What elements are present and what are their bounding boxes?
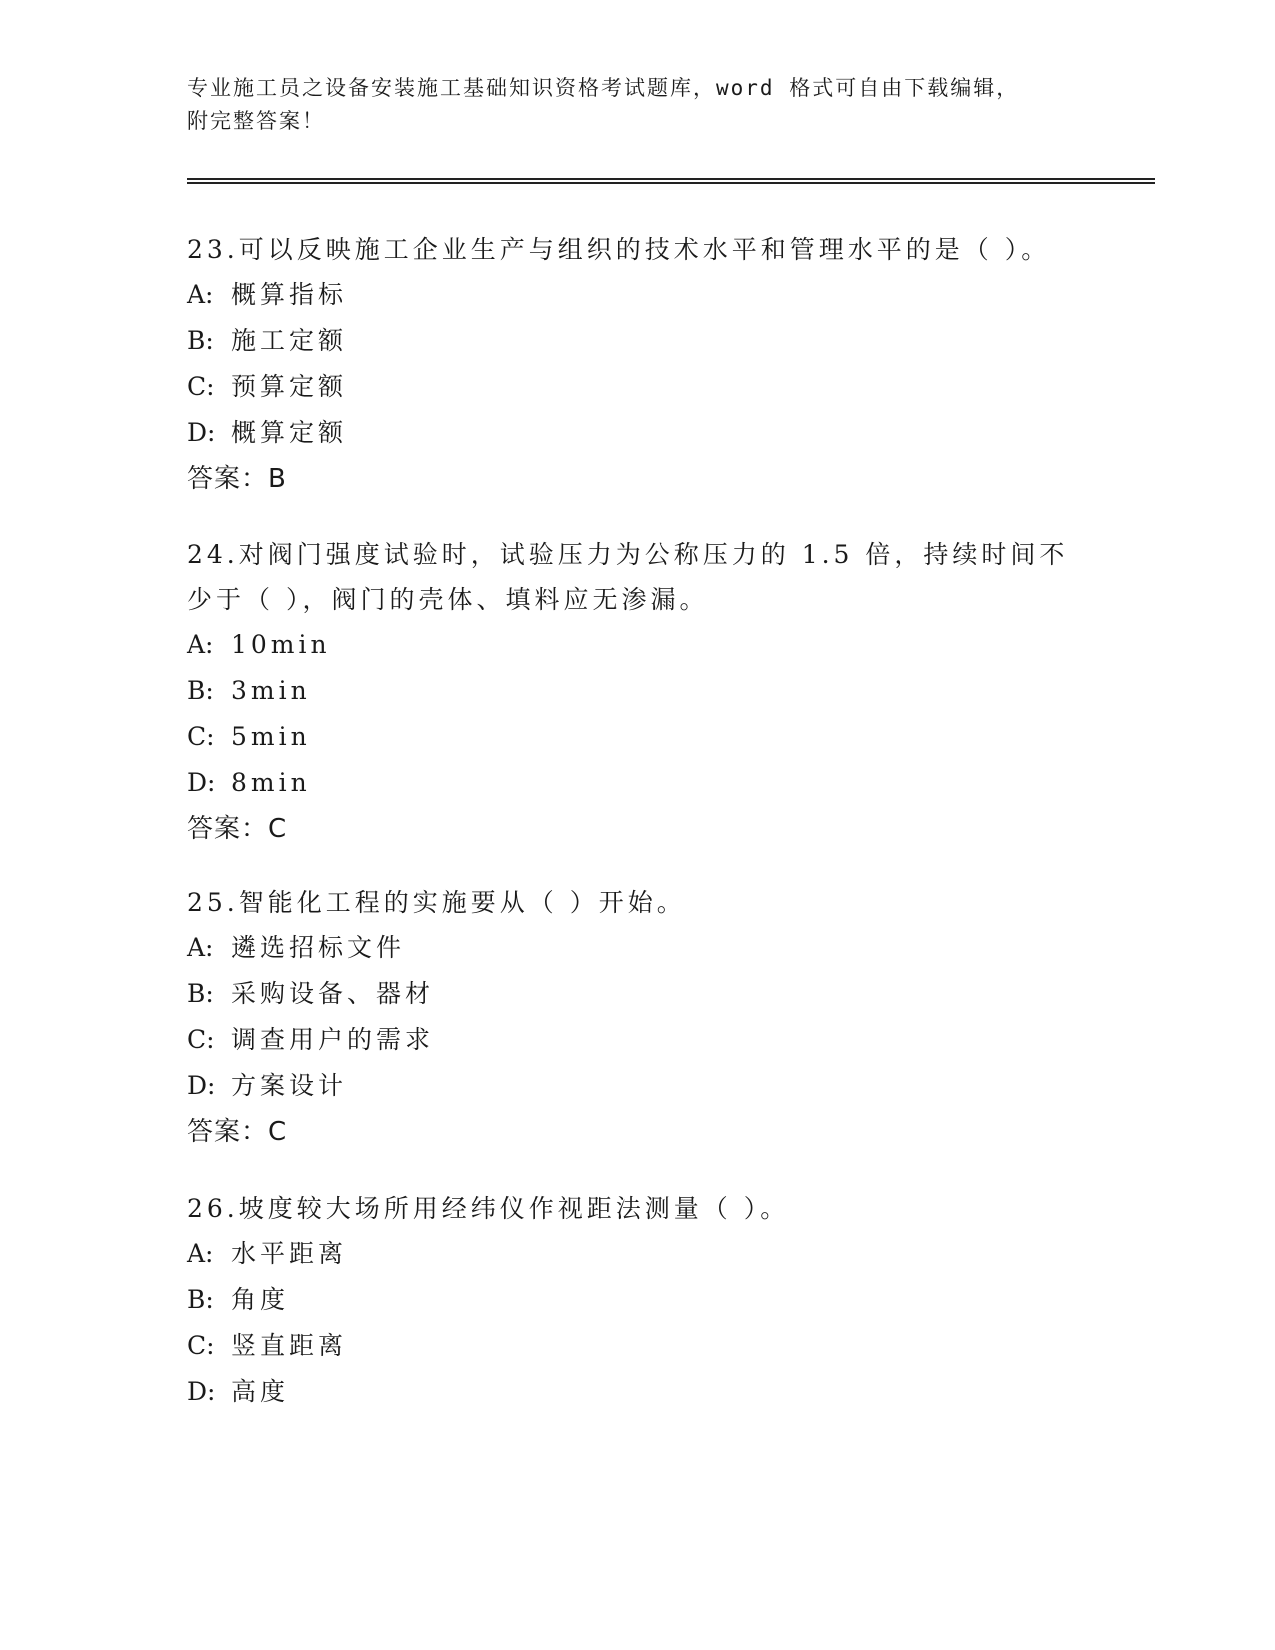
question-text: 23.可以反映施工企业生产与组织的技术水平和管理水平的是（ ）。: [187, 235, 1051, 264]
question-24: [187, 532, 1087, 852]
option-text: 方案设计: [231, 1071, 348, 1100]
option-b: [187, 971, 1087, 1017]
option-text: 3min: [231, 676, 311, 705]
option-letter: A:: [187, 280, 214, 309]
option-d: [187, 760, 1087, 806]
option-letter: D:: [187, 1377, 216, 1406]
option-b: [187, 318, 1087, 364]
question-26: [187, 1186, 1087, 1415]
answer-line: 答案：B: [187, 464, 287, 494]
option-d: [187, 1063, 1087, 1109]
answer-line: 答案：C: [187, 814, 288, 844]
document-header: [187, 72, 1067, 138]
option-letter: C:: [187, 722, 215, 751]
option-a: [187, 622, 1087, 668]
question-25: [187, 880, 1087, 1155]
header-line-1: 专业施工员之设备安装施工基础知识资格考试题库，word 格式可自由下载编辑，: [187, 76, 1020, 100]
option-letter: B:: [187, 1285, 214, 1314]
option-a: [187, 1231, 1087, 1277]
question-23: [187, 227, 1087, 502]
option-letter: C:: [187, 1331, 215, 1360]
option-text: 调查用户的需求: [231, 1025, 435, 1054]
option-c: [187, 364, 1087, 410]
option-letter: A:: [187, 1239, 214, 1268]
option-text: 水平距离: [231, 1239, 348, 1268]
option-letter: A:: [187, 630, 214, 659]
option-letter: B:: [187, 326, 214, 355]
option-text: 施工定额: [231, 326, 348, 355]
option-letter: D:: [187, 768, 216, 797]
option-d: [187, 1369, 1087, 1415]
option-b: [187, 668, 1087, 714]
option-text: 5min: [231, 722, 311, 751]
option-c: [187, 1323, 1087, 1369]
option-letter: D:: [187, 418, 216, 447]
option-text: 角度: [231, 1285, 290, 1314]
option-letter: C:: [187, 1025, 215, 1054]
option-a: [187, 272, 1087, 318]
option-c: [187, 1017, 1087, 1063]
question-text: 24.对阀门强度试验时，试验压力为公称压力的 1.5 倍，持续时间不少于（ ），阀门的壳体、填料应无渗漏。: [187, 540, 1069, 614]
option-text: 遴选招标文件: [231, 933, 406, 962]
option-letter: B:: [187, 676, 214, 705]
option-text: 高度: [231, 1377, 290, 1406]
option-text: 8min: [231, 768, 311, 797]
option-text: 概算指标: [231, 280, 348, 309]
option-b: [187, 1277, 1087, 1323]
option-c: [187, 714, 1087, 760]
header-double-rule: [187, 178, 1155, 184]
option-letter: A:: [187, 933, 214, 962]
option-text: 概算定额: [231, 418, 348, 447]
header-line-2: 附完整答案！: [187, 109, 325, 133]
option-text: 采购设备、器材: [231, 979, 435, 1008]
option-letter: D:: [187, 1071, 216, 1100]
answer-line: 答案：C: [187, 1117, 288, 1147]
question-text: 26.坡度较大场所用经纬仪作视距法测量（ ）。: [187, 1194, 790, 1223]
option-a: [187, 925, 1087, 971]
question-text: 25.智能化工程的实施要从（ ）开始。: [187, 888, 686, 917]
option-letter: B:: [187, 979, 214, 1008]
option-letter: C:: [187, 372, 215, 401]
option-text: 预算定额: [231, 372, 348, 401]
option-text: 竖直距离: [231, 1331, 348, 1360]
option-d: [187, 410, 1087, 456]
option-text: 10min: [231, 630, 331, 659]
